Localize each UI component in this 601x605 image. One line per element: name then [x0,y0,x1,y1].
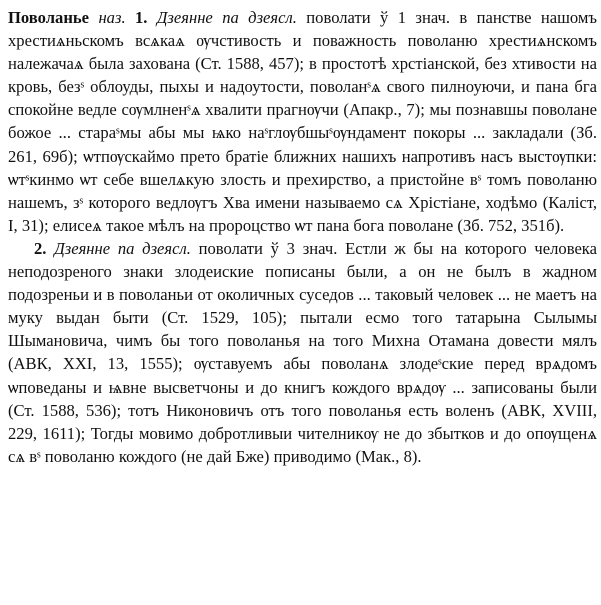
sense-1-paragraph [8,6,597,237]
sense-text: поволати ў 3 знач. Естли ж бы на которого человека неподозреного знаки злодеиские пописаны были, а он не былъ в жадном подозреньи и в поволаньи от околичных суседов ... таковый человек ... не маетъ на муку выдан быти (Ст. 1529, 105); пытали есмо того татарына Сылымы Шымановича, чимъ бы того поволанья на того Михна Отамана довести мялъ (АВК, XXI, 13, 1555); ѹставуемъ абы поволанѧ злодеˢские перед врѧдомъ ѡповеданы и ѩвне высветчоны и до книгъ кождого врѧдѹ ... записованы были (Ст. 1588, 536); тотъ Никоновичъ отъ того поволанья есть воленъ (АВК, XVIII, 229, 1611); Тогды мовимо добротливыи чителникѹ не до збытков и до опѹщенѧ сѧ вˢ поволаню кождого (не дай Бже) приводимо (Мак., 8). [8,238,597,466]
grammar-label: наз. [98,8,126,27]
sense-2-paragraph [8,237,597,468]
headword: Поволанье [8,8,90,27]
sense-number: 1. [135,8,148,27]
sense-number: 2. [34,238,47,258]
sense-definition: Дзеянне па дзеясл. [156,8,297,27]
sense-text: поволати ў 1 знач. в панстве нашомъ хрестиѧньскомъ всѧкаѧ ѹчстивость и поважность поволаню хрестиѧнскомъ належачаѧ была захована (Ст. 1588, 457); в простотѣ хрстіанской, без хтивости на кровь, безˢ облоуды, пыхы и надоутости, поволанˢѧ свого пилноуючи, и пана бга спокойне ведле сѹмлненˢѧ хвалити прагнѹчи (Апакр., 7); мы познавшы поволане божое ... стараˢмы абы мы ѩко наˢглѹбшыˢѹндамент покоры ... закладали (Зб. 261, 69б); ѡтпѹскаймо прето братіе ближних нашихъ напротивъ насъ выстѹпки: ѡтˢкинмо ѡт себе вшелѧкую злость и прехирство, а пристойне вˢ томъ поволаню нашемъ, зˢ которого ведлѹгъ Хва имени называемо сѧ Хрістіане, ходѣмо (Каліст, I, 31); елисеѧ такое мѣлъ на пророцство ѡт пана бога поволане (Зб. 752, 351б). [8,8,597,235]
sense-definition: Дзеянне па дзеясл. [54,238,191,258]
